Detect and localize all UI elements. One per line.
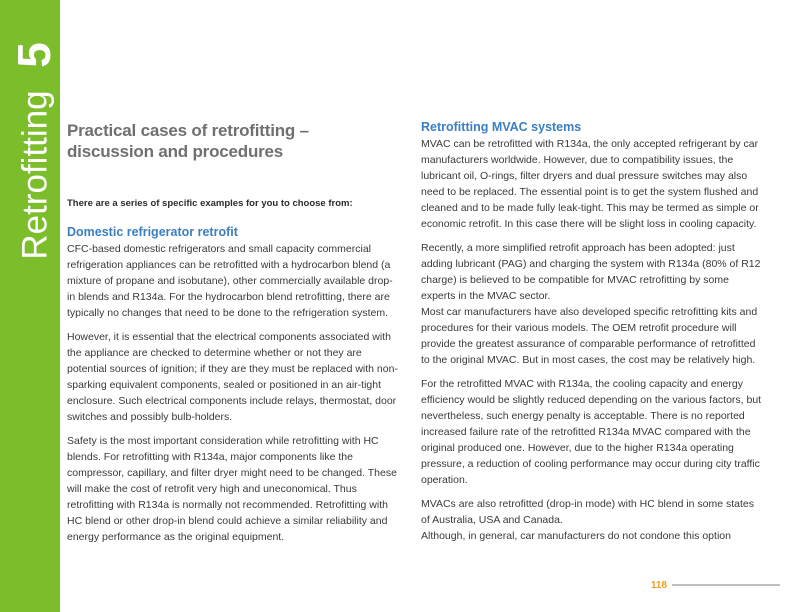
- paragraph: For the retrofitted MVAC with R134a, the cooling capacity and energy efficiency would be slightly reduced depending on the various factors, but nevertheless, such energy penalty is acceptable. There is no reported increased failure rate of the retrofitted R134a MVAC compared with the original produced one. However, due to the higher R134a operating pressure, a reduction of cooling performance may occur during city traffic operation.: [421, 378, 762, 486]
- page-number: 118: [650, 580, 667, 591]
- paragraph: MVACs are also retrofitted (drop-in mode) with HC blend in some states of Australia, USA and Canada.: [421, 498, 755, 526]
- right-column: [421, 120, 763, 544]
- paragraph: Most car manufacturers have also developed specific retrofitting kits and procedures for their various models. The OEM retrofit procedure will provide the greatest assurance of comparable performance of retrofitted to the original MVAC. But in most cases, the cost may be relatively high.: [421, 306, 758, 366]
- footer-divider: [672, 584, 780, 586]
- left-column: [67, 120, 399, 553]
- paragraph: Although, in general, car manufacturers do not condone this option: [421, 530, 731, 542]
- chapter-number: 5: [8, 42, 60, 68]
- paragraph: Recently, a more simplified retrofit approach has been adopted: just adding lubricant (PAG) and charging the system with R134a (80% of R12 charge) is believed to be compatible for MVAC retrofitting by some experts in the MVAC sector.: [421, 242, 761, 302]
- paragraph: However, it is essential that the electrical components associated with the appliance are checked to determine whether or not they are potential sources of ignition; if they are they must be replaced with non-sparking equivalent components, sealed or positioned in an air-tight enclosure. Such electrical components include relays, thermostat, door switches and possibly bulb-holders.: [67, 331, 398, 423]
- page-title-line-1: Practical cases of retrofitting –: [67, 121, 309, 140]
- page-title-line-2: discussion and procedures: [67, 142, 284, 161]
- paragraph: Safety is the most important consideration while retrofitting with HC blends. For retrofitting with R134a, major components like the compressor, capillary, and filter dryer might need to be changed. These will make the cost of retrofit very high and uneconomical. Thus retrofitting with R134a is normally not recommended. Retrofitting with HC blend or other drop-in blend could achieve a similar reliability and energy performance as the original equipment.: [67, 435, 397, 543]
- intro-text: There are a series of specific examples for you to choose from:: [67, 198, 353, 209]
- chapter-side-band: [0, 0, 60, 612]
- page-title: [67, 120, 399, 162]
- section-heading-mvac: Retrofitting MVAC systems: [421, 120, 582, 134]
- paragraph: CFC-based domestic refrigerators and small capacity commercial refrigeration appliances can be retrofitted with a hydrocarbon blend (a mixture of propane and isobutane), other commercially available drop-in blends and R134a. For the hydrocarbon blend retrofitting, there are typically no changes that need to be done to the refrigeration system.: [67, 243, 393, 319]
- section-heading-domestic-refrigerator: Domestic refrigerator retrofit: [67, 225, 238, 239]
- chapter-title: Retrofitting: [15, 90, 55, 260]
- paragraph: MVAC can be retrofitted with R134a, the only accepted refrigerant by car manufacturers worldwide. However, due to compatibility issues, the lubricant oil, O-rings, filter dryers and dual pressure switches may also need to be replaced. The essential point is to get the system flushed and cleaned and to be made fully leak-tight. This may be termed as simple or economic retrofit. In this case there will be slight loss in cooling capacity.: [421, 138, 759, 230]
